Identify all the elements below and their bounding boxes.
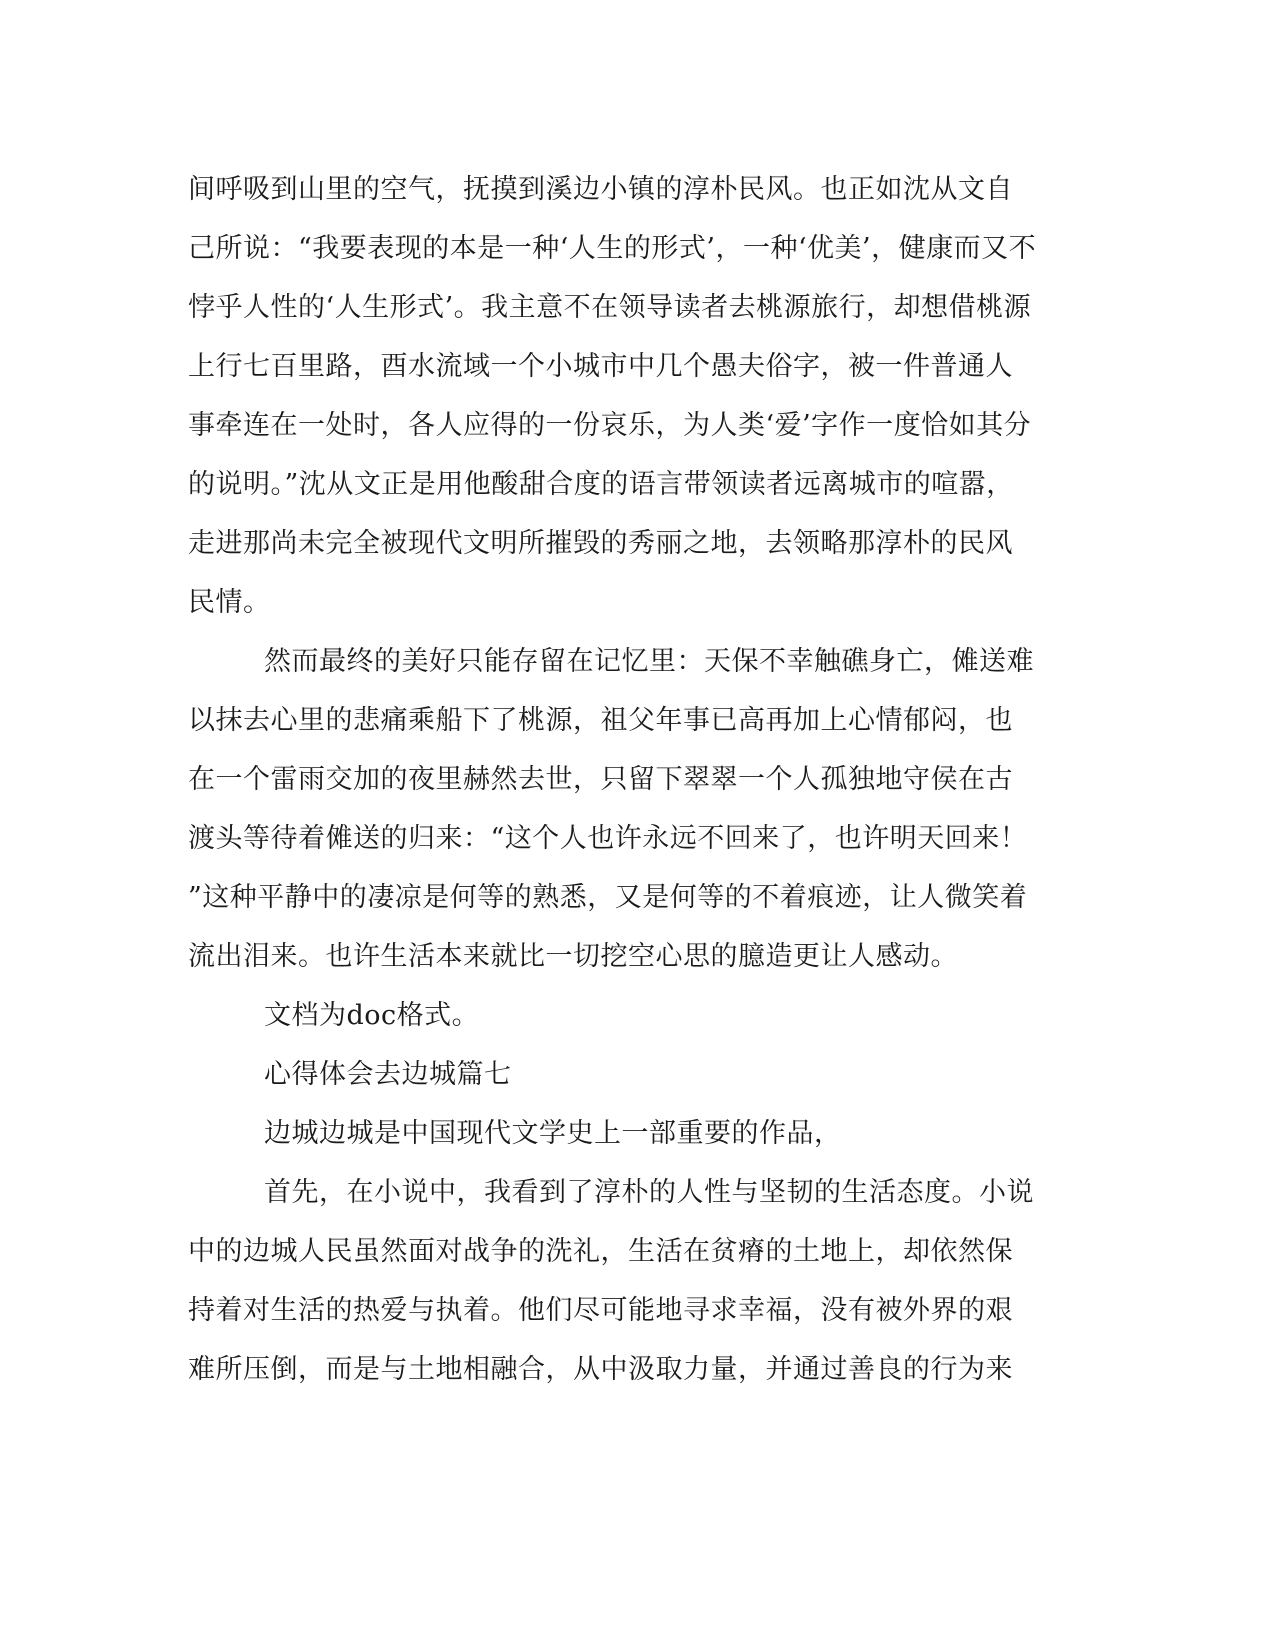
text-line: 渡头等待着傩送的归来：“这个人也许永远不回来了，也许明天回来！ xyxy=(188,823,1028,854)
text-line: 中的边城人民虽然面对战争的洗礼，生活在贫瘠的土地上，却依然保 xyxy=(188,1236,1013,1267)
text-line: 边城边城是中国现代文学史上一部重要的作品， xyxy=(264,1118,842,1149)
text-line: 事牵连在一处时，各人应得的一份哀乐，为人类‘爱’字作一度恰如其分 xyxy=(188,410,1032,441)
text-line: 的说明。”沈从文正是用他酸甜合度的语言带领读者远离城市的喧嚣， xyxy=(188,469,1014,500)
text-line: 民情。 xyxy=(188,587,271,618)
text-line: 然而最终的美好只能存留在记忆里：天保不幸触礁身亡，傩送难 xyxy=(264,646,1034,677)
text-line: 上行七百里路，酉水流域一个小城市中几个愚夫俗字，被一件普通人 xyxy=(188,351,1013,382)
text-line: 文档为doc格式。 xyxy=(264,1000,480,1031)
text-line: 间呼吸到山里的空气，抚摸到溪边小镇的淳朴民风。也正如沈从文自 xyxy=(188,174,1013,205)
text-line: 难所压倒，而是与土地相融合，从中汲取力量，并通过善良的行为来 xyxy=(188,1354,1013,1385)
text-line: 走进那尚未完全被现代文明所摧毁的秀丽之地，去领略那淳朴的民风 xyxy=(188,528,1013,559)
text-line: 流出泪来。也许生活本来就比一切挖空心思的臆造更让人感动。 xyxy=(188,941,958,972)
text-line: 在一个雷雨交加的夜里赫然去世，只留下翠翠一个人孤独地守侯在古 xyxy=(188,764,1013,795)
text-line: 以抹去心里的悲痛乘船下了桃源，祖父年事已高再加上心情郁闷，也 xyxy=(188,705,1013,736)
text-line: ”这种平静中的凄凉是何等的熟悉，又是何等的不着痕迹，让人微笑着 xyxy=(188,882,1028,913)
text-line: 首先，在小说中，我看到了淳朴的人性与坚韧的生活态度。小说 xyxy=(264,1177,1034,1208)
document-body xyxy=(188,160,1088,1399)
text-line: 己所说：“我要表现的本是一种‘人生的形式’，一种‘优美’，健康而又不 xyxy=(188,233,1037,264)
text-line: 持着对生活的热爱与执着。他们尽可能地寻求幸福，没有被外界的艰 xyxy=(188,1295,1013,1326)
section-heading: 心得体会去边城篇七 xyxy=(264,1059,512,1090)
text-line: 悖乎人性的‘人生形式’。我主意不在领导读者去桃源旅行，却想借桃源 xyxy=(188,292,1032,323)
